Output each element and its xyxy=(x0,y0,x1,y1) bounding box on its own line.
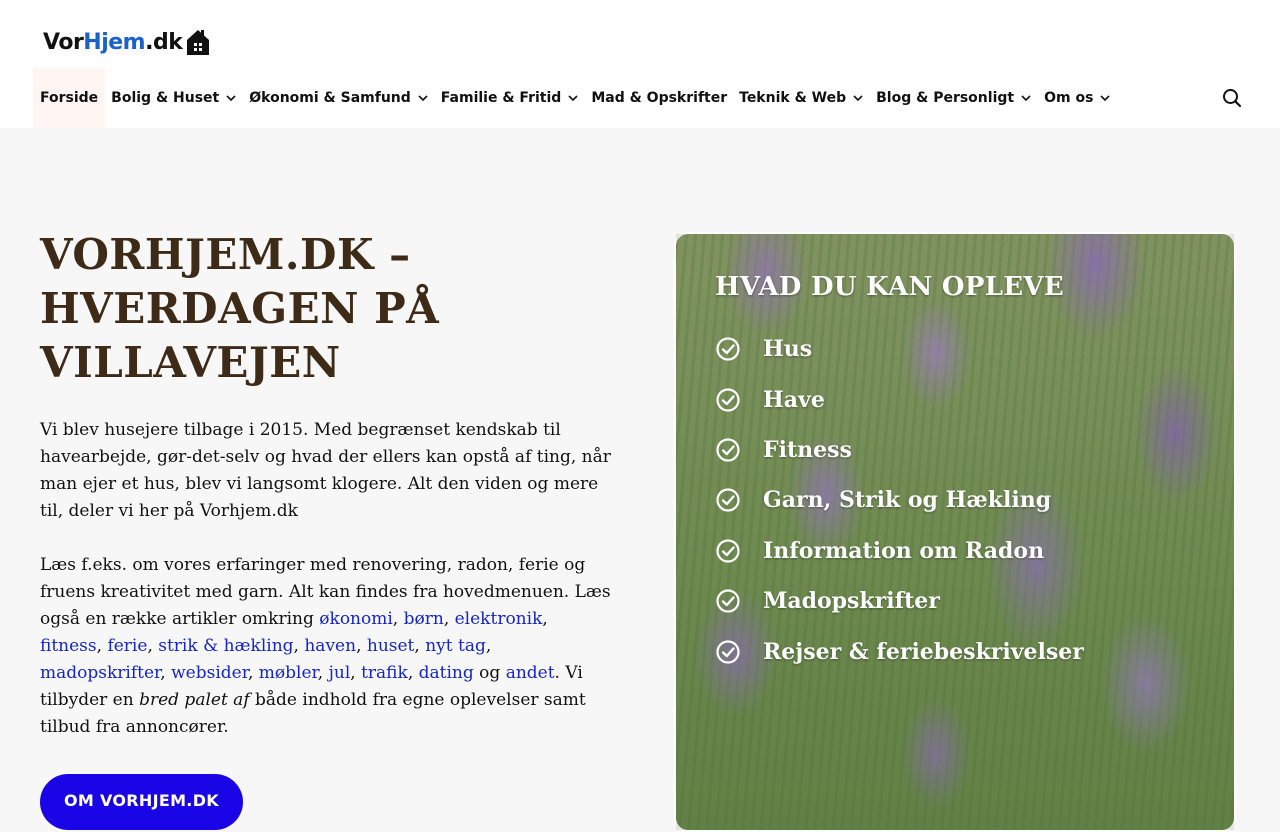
category-link[interactable]: møbler xyxy=(258,663,318,683)
check-circle-icon xyxy=(715,487,741,513)
feature-label: Fitness xyxy=(763,436,852,463)
separator: , xyxy=(414,636,426,656)
about-button[interactable]: OM VORHJEM.DK xyxy=(40,774,243,830)
separator: , xyxy=(317,663,329,683)
nav-item-blog-personligt[interactable] xyxy=(870,68,1038,128)
feature-item xyxy=(715,374,1084,424)
logo-part-hjem: Hjem xyxy=(83,30,146,55)
check-circle-icon xyxy=(715,588,741,614)
features-list xyxy=(715,324,1084,677)
category-link[interactable]: haven xyxy=(304,636,357,656)
category-link[interactable]: dating xyxy=(418,663,474,683)
category-link[interactable]: trafik xyxy=(361,663,408,683)
page-title-line-3: VILLAVEJEN xyxy=(40,338,341,387)
chevron-down-icon xyxy=(225,92,237,104)
articles-end-text: både indhold fra egne oplevelser samt tilbud fra annoncører. xyxy=(40,690,586,737)
feature-item xyxy=(715,576,1084,626)
nav-item-label: Økonomi & Samfund xyxy=(249,90,411,106)
feature-item xyxy=(715,425,1084,475)
chevron-down-icon xyxy=(852,92,864,104)
nav-item-teknik-web[interactable] xyxy=(733,68,870,128)
chevron-down-icon xyxy=(567,92,579,104)
check-circle-icon xyxy=(715,639,741,665)
category-link[interactable]: jul xyxy=(328,663,351,683)
site-header xyxy=(0,0,1280,128)
category-link[interactable]: strik & hækling xyxy=(158,636,294,656)
category-link[interactable]: ferie xyxy=(107,636,148,656)
separator: , xyxy=(392,609,404,629)
feature-item xyxy=(715,475,1084,525)
nav-item-label: Mad & Opskrifter xyxy=(591,90,728,106)
category-link[interactable]: elektronik xyxy=(454,609,543,629)
articles-intro-text: Læs f.eks. om vores erfaringer med renovering, radon, ferie og fruens kreativitet med garn. Alt kan findes fra hovedmenuen. Læs også en række artikler omkring xyxy=(40,555,611,629)
feature-label: Garn, Strik og Hækling xyxy=(763,487,1052,514)
intro-paragraph: Vi blev husejere tilbage i 2015. Med begrænset kendskab til havearbejde, gør-det-selv og hvad der ellers kan opstå af ting, når man ejer et hus, blev vi langsomt klogere. Alt den viden og mere til, deler vi her på Vorhjem.dk xyxy=(40,420,611,521)
check-circle-icon xyxy=(715,336,741,362)
main-navigation xyxy=(33,68,1117,128)
category-link[interactable]: fitness xyxy=(40,636,97,656)
chevron-down-icon xyxy=(1099,92,1111,104)
feature-label: Madopskrifter xyxy=(763,588,940,615)
articles-text: . Vi tilbyder en xyxy=(40,663,583,710)
house-icon xyxy=(185,28,211,56)
separator: , xyxy=(160,663,172,683)
chevron-down-icon xyxy=(417,92,429,104)
separator: , xyxy=(356,636,367,656)
logo-part-vor: Vor xyxy=(43,30,84,55)
site-logo[interactable] xyxy=(43,24,211,56)
articles-paragraph xyxy=(40,552,615,741)
features-title: HVAD DU KAN OPLEVE xyxy=(715,272,1064,302)
nav-item-label: Bolig & Huset xyxy=(111,90,220,106)
nav-item-familie-fritid[interactable] xyxy=(435,68,586,128)
nav-item-om-os[interactable] xyxy=(1038,68,1117,128)
nav-item-label: Om os xyxy=(1044,90,1094,106)
separator: , xyxy=(542,609,548,629)
search-icon xyxy=(1220,86,1244,110)
category-link[interactable]: økonomi xyxy=(319,609,393,629)
separator: , xyxy=(293,636,305,656)
category-link[interactable]: websider xyxy=(171,663,248,683)
feature-item xyxy=(715,324,1084,374)
logo-part-dk: .dk xyxy=(145,30,183,55)
separator: , xyxy=(96,636,108,656)
nav-item-forside[interactable] xyxy=(33,68,105,128)
nav-item-label: Teknik & Web xyxy=(739,90,847,106)
separator: , xyxy=(147,636,159,656)
nav-item-bolig-huset[interactable] xyxy=(105,68,243,128)
page-title-line-2: HVERDAGEN PÅ xyxy=(40,284,440,333)
category-link[interactable]: nyt tag xyxy=(425,636,486,656)
nav-item-label: Familie & Fritid xyxy=(440,90,562,106)
separator: , xyxy=(485,636,492,656)
nav-item-label: Forside xyxy=(40,90,99,106)
category-link[interactable]: børn xyxy=(403,609,444,629)
feature-label: Hus xyxy=(763,336,813,363)
check-circle-icon xyxy=(715,538,741,564)
feature-label: Information om Radon xyxy=(763,537,1045,564)
chevron-down-icon xyxy=(1020,92,1032,104)
separator: , xyxy=(407,663,419,683)
logo-text xyxy=(43,30,182,56)
feature-label: Have xyxy=(763,386,825,413)
feature-item xyxy=(715,526,1084,576)
separator: og xyxy=(473,663,506,683)
emphasis-text: bred palet af xyxy=(139,690,250,710)
separator: , xyxy=(443,609,455,629)
features-card xyxy=(674,232,1236,832)
separator: , xyxy=(247,663,259,683)
separator: , xyxy=(350,663,362,683)
feature-label: Rejser & feriebeskrivelser xyxy=(763,638,1084,665)
nav-item-label: Blog & Personligt xyxy=(876,90,1015,106)
search-button[interactable] xyxy=(1220,86,1244,110)
page-title-line-1: VORHJEM.DK – xyxy=(40,230,411,279)
category-link[interactable]: andet xyxy=(505,663,555,683)
category-link[interactable]: madopskrifter xyxy=(40,663,161,683)
category-link[interactable]: huset xyxy=(366,636,415,656)
check-circle-icon xyxy=(715,387,741,413)
feature-item xyxy=(715,626,1084,676)
nav-item-økonomi-samfund[interactable] xyxy=(243,68,435,128)
nav-item-mad-opskrifter[interactable] xyxy=(585,68,733,128)
check-circle-icon xyxy=(715,437,741,463)
page-title xyxy=(40,228,640,390)
